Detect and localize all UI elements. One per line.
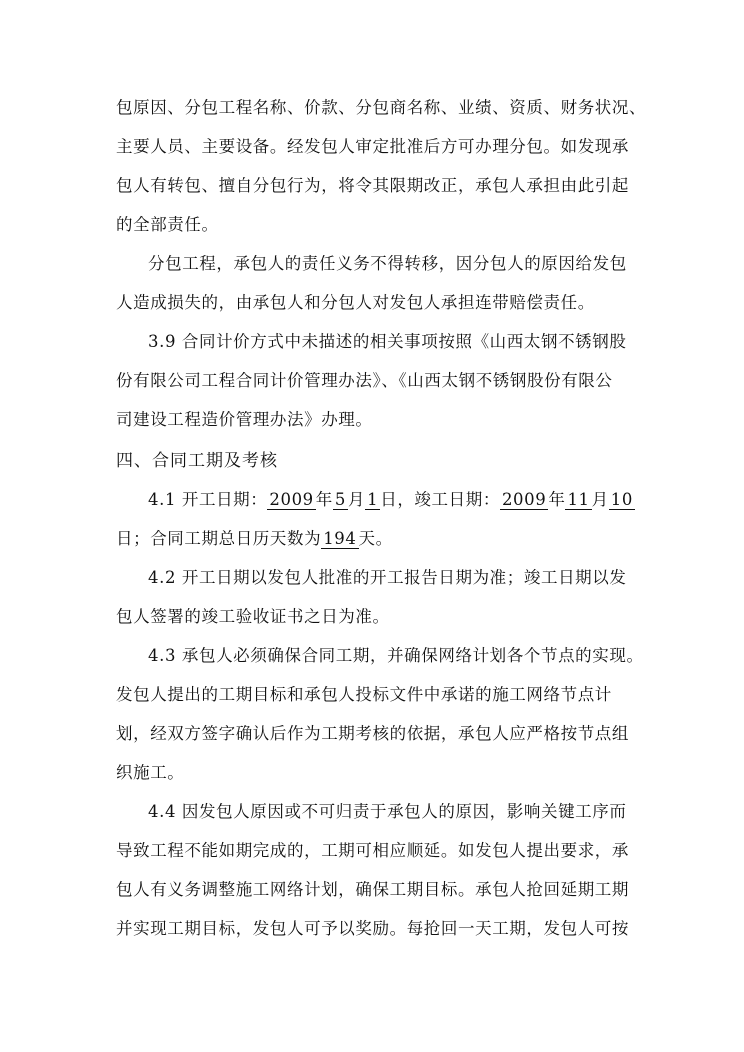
section-heading: 四、合同工期及考核 xyxy=(116,451,278,471)
paragraph-line: 包原因、分包工程名称、价款、分包商名称、业绩、资质、财务状况、 xyxy=(116,98,647,117)
paragraph-line: 包人有义务调整施工网络计划，确保工期目标。承包人抢回延期工期 xyxy=(116,880,629,899)
paragraph-line: 并实现工期目标，发包人可予以奖励。每抢回一天工期，发包人可按 xyxy=(116,919,629,938)
paragraph-line: 发包人提出的工期目标和承包人投标文件中承诺的施工网络节点计 xyxy=(116,685,612,704)
year-label: 年 xyxy=(315,490,333,509)
paragraph-line: 分包工程，承包人的责任义务不得转移，因分包人的原因给发包 xyxy=(148,254,627,273)
paragraph-line: 划，经双方签字确认后作为工期考核的依据，承包人应严格按节点组 xyxy=(116,724,629,743)
paragraph-line: 的全部责任。 xyxy=(116,215,219,234)
total-days-label: 日；合同工期总日历天数为 xyxy=(116,529,322,548)
clause-prefix: 4.1 开工日期： xyxy=(148,490,268,509)
paragraph-line: 4.4 因发包人原因或不可归责于承包人的原因，影响关键工序而 xyxy=(148,802,627,821)
start-day: 1 xyxy=(367,490,379,509)
clause-mid: 日，竣工日期： xyxy=(380,490,500,509)
day-unit: 天。 xyxy=(358,529,393,548)
total-days-line xyxy=(116,527,636,551)
year-label: 年 xyxy=(548,490,566,509)
paragraph-line: 3.9 合同计价方式中未描述的相关事项按照《山西太钢不锈钢股 xyxy=(148,332,627,351)
paragraph-line: 份有限公司工程合同计价管理办法》、《山西太钢不锈钢股份有限公 xyxy=(116,371,613,390)
paragraph-line: 导致工程不能如期完成的，工期可相应顺延。如发包人提出要求，承 xyxy=(116,841,629,860)
end-year: 2009 xyxy=(501,490,547,509)
end-month: 11 xyxy=(567,490,590,509)
start-month: 5 xyxy=(334,490,347,509)
month-label: 月 xyxy=(348,490,366,509)
start-end-date-line xyxy=(148,488,668,512)
total-days-value: 194 xyxy=(323,529,357,548)
month-label: 月 xyxy=(591,490,609,509)
paragraph-line: 包人有转包、擅自分包行为，将令其限期改正，承包人承担由此引起 xyxy=(116,176,629,195)
paragraph-line: 人造成损失的，由承包人和分包人对发包人承担连带赔偿责任。 xyxy=(116,293,595,312)
end-day: 10 xyxy=(610,490,633,509)
paragraph-line: 主要人员、主要设备。经发包人审定批准后方可办理分包。如发现承 xyxy=(116,137,629,156)
paragraph-line: 4.2 开工日期以发包人批准的开工报告日期为准；竣工日期以发 xyxy=(148,568,627,587)
start-year: 2009 xyxy=(269,490,314,509)
paragraph-line: 司建设工程造价管理办法》办理。 xyxy=(116,410,373,429)
paragraph-line: 织施工。 xyxy=(116,763,185,782)
paragraph-line: 4.3 承包人必须确保合同工期，并确保网络计划各个节点的实现。 xyxy=(148,646,644,665)
paragraph-line: 包人签署的竣工验收证书之日为准。 xyxy=(116,607,390,626)
